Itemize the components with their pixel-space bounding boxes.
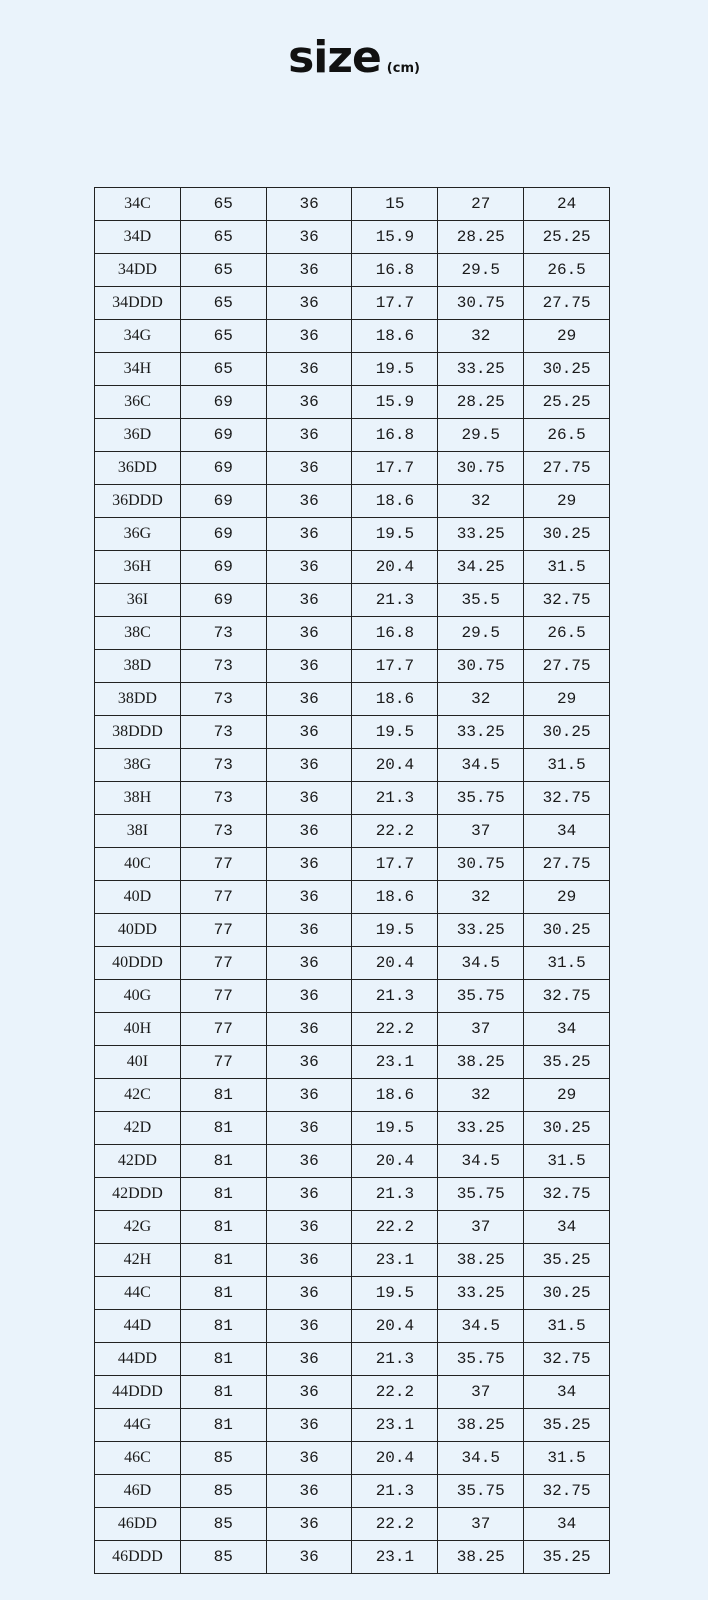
size-label-cell: 40H <box>95 1013 181 1046</box>
table-row <box>95 1244 610 1277</box>
size-label-cell: 36I <box>95 584 181 617</box>
table-cell: 36 <box>266 716 352 749</box>
table-cell: 20.4 <box>352 947 438 980</box>
table-row <box>95 1178 610 1211</box>
table-cell: 22.2 <box>352 1211 438 1244</box>
table-cell: 37 <box>438 815 524 848</box>
table-cell: 30.25 <box>524 1112 610 1145</box>
table-row <box>95 1475 610 1508</box>
table-cell: 34.5 <box>438 1442 524 1475</box>
table-cell: 18.6 <box>352 485 438 518</box>
table-cell: 69 <box>180 452 266 485</box>
table-cell: 81 <box>180 1145 266 1178</box>
table-cell: 36 <box>266 1343 352 1376</box>
table-cell: 34 <box>524 1376 610 1409</box>
table-cell: 77 <box>180 980 266 1013</box>
table-cell: 34.5 <box>438 947 524 980</box>
table-cell: 23.1 <box>352 1541 438 1574</box>
size-label-cell: 40DDD <box>95 947 181 980</box>
table-cell: 29.5 <box>438 617 524 650</box>
table-cell: 19.5 <box>352 914 438 947</box>
size-label-cell: 34C <box>95 188 181 221</box>
table-cell: 35.75 <box>438 782 524 815</box>
table-cell: 33.25 <box>438 518 524 551</box>
table-cell: 34.5 <box>438 1310 524 1343</box>
table-row <box>95 1508 610 1541</box>
table-cell: 69 <box>180 485 266 518</box>
table-cell: 35.5 <box>438 584 524 617</box>
table-cell: 77 <box>180 914 266 947</box>
table-cell: 36 <box>266 254 352 287</box>
table-cell: 22.2 <box>352 815 438 848</box>
table-cell: 37 <box>438 1013 524 1046</box>
size-label-cell: 38DD <box>95 683 181 716</box>
table-cell: 26.5 <box>524 254 610 287</box>
size-label-cell: 40I <box>95 1046 181 1079</box>
table-row <box>95 221 610 254</box>
size-label-cell: 36DDD <box>95 485 181 518</box>
table-row <box>95 848 610 881</box>
table-cell: 27 <box>438 188 524 221</box>
table-cell: 81 <box>180 1277 266 1310</box>
table-cell: 21.3 <box>352 782 438 815</box>
table-cell: 36 <box>266 947 352 980</box>
table-cell: 27.75 <box>524 848 610 881</box>
table-cell: 38.25 <box>438 1541 524 1574</box>
table-cell: 34.5 <box>438 749 524 782</box>
table-row <box>95 254 610 287</box>
table-cell: 33.25 <box>438 914 524 947</box>
table-cell: 32.75 <box>524 1178 610 1211</box>
table-row <box>95 584 610 617</box>
table-cell: 30.25 <box>524 716 610 749</box>
table-row <box>95 815 610 848</box>
size-label-cell: 42G <box>95 1211 181 1244</box>
table-cell: 18.6 <box>352 1079 438 1112</box>
table-cell: 17.7 <box>352 452 438 485</box>
table-cell: 32 <box>438 683 524 716</box>
table-row <box>95 1145 610 1178</box>
table-cell: 35.75 <box>438 980 524 1013</box>
table-row <box>95 617 610 650</box>
table-cell: 15 <box>352 188 438 221</box>
table-cell: 35.25 <box>524 1541 610 1574</box>
table-cell: 65 <box>180 254 266 287</box>
size-label-cell: 40DD <box>95 914 181 947</box>
table-cell: 16.8 <box>352 617 438 650</box>
table-cell: 19.5 <box>352 353 438 386</box>
table-row <box>95 683 610 716</box>
table-cell: 29.5 <box>438 254 524 287</box>
table-cell: 32.75 <box>524 980 610 1013</box>
table-cell: 30.25 <box>524 353 610 386</box>
table-cell: 26.5 <box>524 419 610 452</box>
table-cell: 30.25 <box>524 914 610 947</box>
table-cell: 18.6 <box>352 881 438 914</box>
table-row <box>95 881 610 914</box>
table-cell: 85 <box>180 1475 266 1508</box>
table-cell: 18.6 <box>352 683 438 716</box>
size-label-cell: 42D <box>95 1112 181 1145</box>
table-cell: 36 <box>266 1409 352 1442</box>
table-cell: 65 <box>180 353 266 386</box>
table-cell: 85 <box>180 1442 266 1475</box>
table-cell: 73 <box>180 749 266 782</box>
table-cell: 36 <box>266 1112 352 1145</box>
table-cell: 36 <box>266 848 352 881</box>
table-row <box>95 782 610 815</box>
size-label-cell: 42C <box>95 1079 181 1112</box>
size-label-cell: 44C <box>95 1277 181 1310</box>
size-label-cell: 38D <box>95 650 181 683</box>
table-cell: 15.9 <box>352 386 438 419</box>
table-cell: 38.25 <box>438 1244 524 1277</box>
table-cell: 23.1 <box>352 1409 438 1442</box>
table-cell: 36 <box>266 320 352 353</box>
table-cell: 22.2 <box>352 1376 438 1409</box>
size-label-cell: 36D <box>95 419 181 452</box>
table-cell: 36 <box>266 584 352 617</box>
table-row <box>95 518 610 551</box>
table-cell: 29 <box>524 683 610 716</box>
table-cell: 32 <box>438 485 524 518</box>
table-cell: 77 <box>180 1046 266 1079</box>
table-cell: 36 <box>266 1013 352 1046</box>
table-cell: 36 <box>266 1442 352 1475</box>
size-label-cell: 34G <box>95 320 181 353</box>
table-cell: 19.5 <box>352 716 438 749</box>
size-label-cell: 38DDD <box>95 716 181 749</box>
size-label-cell: 44D <box>95 1310 181 1343</box>
table-row <box>95 287 610 320</box>
table-cell: 36 <box>266 1475 352 1508</box>
table-row <box>95 1046 610 1079</box>
table-cell: 81 <box>180 1376 266 1409</box>
table-row <box>95 1343 610 1376</box>
table-cell: 23.1 <box>352 1244 438 1277</box>
size-label-cell: 34DD <box>95 254 181 287</box>
size-label-cell: 42DD <box>95 1145 181 1178</box>
table-cell: 38.25 <box>438 1409 524 1442</box>
table-cell: 73 <box>180 683 266 716</box>
table-row <box>95 320 610 353</box>
table-cell: 35.75 <box>438 1475 524 1508</box>
table-cell: 36 <box>266 452 352 485</box>
size-label-cell: 38H <box>95 782 181 815</box>
table-cell: 73 <box>180 617 266 650</box>
table-cell: 21.3 <box>352 584 438 617</box>
table-cell: 73 <box>180 815 266 848</box>
title-unit: (cm) <box>386 61 420 76</box>
size-label-cell: 44DD <box>95 1343 181 1376</box>
table-row <box>95 1541 610 1574</box>
table-cell: 36 <box>266 386 352 419</box>
table-cell: 36 <box>266 485 352 518</box>
table-cell: 21.3 <box>352 1178 438 1211</box>
table-cell: 30.75 <box>438 650 524 683</box>
table-cell: 35.75 <box>438 1178 524 1211</box>
table-row <box>95 914 610 947</box>
table-row <box>95 419 610 452</box>
table-cell: 69 <box>180 518 266 551</box>
table-cell: 34 <box>524 1211 610 1244</box>
table-row <box>95 386 610 419</box>
size-label-cell: 46DD <box>95 1508 181 1541</box>
table-cell: 65 <box>180 320 266 353</box>
table-cell: 27.75 <box>524 452 610 485</box>
table-cell: 25.25 <box>524 386 610 419</box>
table-row <box>95 1211 610 1244</box>
table-cell: 36 <box>266 1376 352 1409</box>
table-cell: 33.25 <box>438 1277 524 1310</box>
table-row <box>95 1442 610 1475</box>
table-cell: 30.25 <box>524 1277 610 1310</box>
table-cell: 65 <box>180 287 266 320</box>
table-cell: 20.4 <box>352 1310 438 1343</box>
table-cell: 69 <box>180 419 266 452</box>
table-row <box>95 1376 610 1409</box>
table-cell: 32.75 <box>524 584 610 617</box>
table-row <box>95 1112 610 1145</box>
table-cell: 29 <box>524 881 610 914</box>
table-cell: 36 <box>266 815 352 848</box>
table-cell: 73 <box>180 716 266 749</box>
table-cell: 36 <box>266 1508 352 1541</box>
table-cell: 25.25 <box>524 221 610 254</box>
table-cell: 32.75 <box>524 782 610 815</box>
table-cell: 28.25 <box>438 386 524 419</box>
table-cell: 36 <box>266 1046 352 1079</box>
table-cell: 24 <box>524 188 610 221</box>
title-text: size <box>288 32 381 83</box>
size-label-cell: 40C <box>95 848 181 881</box>
size-label-cell: 46C <box>95 1442 181 1475</box>
table-cell: 31.5 <box>524 1442 610 1475</box>
size-label-cell: 36DD <box>95 452 181 485</box>
size-label-cell: 40D <box>95 881 181 914</box>
size-label-cell: 36H <box>95 551 181 584</box>
table-cell: 16.8 <box>352 419 438 452</box>
table-cell: 31.5 <box>524 1310 610 1343</box>
table-cell: 33.25 <box>438 716 524 749</box>
table-cell: 27.75 <box>524 650 610 683</box>
table-cell: 81 <box>180 1343 266 1376</box>
table-cell: 36 <box>266 881 352 914</box>
table-cell: 35.25 <box>524 1409 610 1442</box>
table-cell: 36 <box>266 1310 352 1343</box>
table-cell: 36 <box>266 551 352 584</box>
size-table-body <box>95 188 610 1574</box>
table-cell: 65 <box>180 221 266 254</box>
table-cell: 36 <box>266 1277 352 1310</box>
table-cell: 36 <box>266 782 352 815</box>
table-cell: 37 <box>438 1211 524 1244</box>
table-cell: 20.4 <box>352 551 438 584</box>
table-cell: 36 <box>266 419 352 452</box>
table-cell: 65 <box>180 188 266 221</box>
table-cell: 35.25 <box>524 1046 610 1079</box>
table-cell: 32.75 <box>524 1475 610 1508</box>
table-cell: 20.4 <box>352 1442 438 1475</box>
table-cell: 73 <box>180 782 266 815</box>
table-cell: 32.75 <box>524 1343 610 1376</box>
table-cell: 17.7 <box>352 650 438 683</box>
table-cell: 34 <box>524 815 610 848</box>
size-label-cell: 36G <box>95 518 181 551</box>
table-row <box>95 650 610 683</box>
table-cell: 81 <box>180 1079 266 1112</box>
table-cell: 36 <box>266 221 352 254</box>
table-row <box>95 749 610 782</box>
table-cell: 21.3 <box>352 980 438 1013</box>
table-cell: 73 <box>180 650 266 683</box>
size-label-cell: 44G <box>95 1409 181 1442</box>
table-cell: 36 <box>266 188 352 221</box>
table-cell: 28.25 <box>438 221 524 254</box>
table-cell: 30.75 <box>438 287 524 320</box>
table-row <box>95 980 610 1013</box>
table-cell: 23.1 <box>352 1046 438 1079</box>
table-cell: 33.25 <box>438 353 524 386</box>
table-cell: 31.5 <box>524 551 610 584</box>
table-cell: 15.9 <box>352 221 438 254</box>
table-cell: 33.25 <box>438 1112 524 1145</box>
table-cell: 19.5 <box>352 518 438 551</box>
table-cell: 29.5 <box>438 419 524 452</box>
table-cell: 36 <box>266 617 352 650</box>
table-cell: 81 <box>180 1211 266 1244</box>
size-label-cell: 34DDD <box>95 287 181 320</box>
page-title <box>0 32 708 83</box>
table-cell: 38.25 <box>438 1046 524 1079</box>
table-cell: 36 <box>266 287 352 320</box>
table-cell: 31.5 <box>524 1145 610 1178</box>
table-cell: 29 <box>524 1079 610 1112</box>
size-label-cell: 44DDD <box>95 1376 181 1409</box>
size-label-cell: 40G <box>95 980 181 1013</box>
table-cell: 77 <box>180 881 266 914</box>
table-row <box>95 1079 610 1112</box>
table-cell: 81 <box>180 1244 266 1277</box>
table-cell: 35.25 <box>524 1244 610 1277</box>
table-cell: 18.6 <box>352 320 438 353</box>
table-cell: 19.5 <box>352 1277 438 1310</box>
table-cell: 37 <box>438 1508 524 1541</box>
table-cell: 36 <box>266 914 352 947</box>
size-label-cell: 36C <box>95 386 181 419</box>
table-cell: 20.4 <box>352 1145 438 1178</box>
table-cell: 69 <box>180 386 266 419</box>
size-label-cell: 34H <box>95 353 181 386</box>
table-row <box>95 1409 610 1442</box>
table-cell: 81 <box>180 1112 266 1145</box>
table-row <box>95 1277 610 1310</box>
table-cell: 85 <box>180 1541 266 1574</box>
table-cell: 16.8 <box>352 254 438 287</box>
table-cell: 27.75 <box>524 287 610 320</box>
table-cell: 22.2 <box>352 1013 438 1046</box>
table-cell: 34.5 <box>438 1145 524 1178</box>
size-label-cell: 46D <box>95 1475 181 1508</box>
table-cell: 20.4 <box>352 749 438 782</box>
table-cell: 32 <box>438 1079 524 1112</box>
table-row <box>95 1310 610 1343</box>
table-cell: 36 <box>266 353 352 386</box>
table-cell: 37 <box>438 1376 524 1409</box>
table-cell: 36 <box>266 1541 352 1574</box>
table-cell: 34 <box>524 1508 610 1541</box>
table-cell: 36 <box>266 1145 352 1178</box>
size-label-cell: 42H <box>95 1244 181 1277</box>
table-row <box>95 716 610 749</box>
table-cell: 36 <box>266 749 352 782</box>
table-cell: 22.2 <box>352 1508 438 1541</box>
table-cell: 31.5 <box>524 749 610 782</box>
table-cell: 36 <box>266 683 352 716</box>
size-label-cell: 34D <box>95 221 181 254</box>
table-cell: 69 <box>180 551 266 584</box>
table-cell: 69 <box>180 584 266 617</box>
table-cell: 36 <box>266 518 352 551</box>
size-label-cell: 38G <box>95 749 181 782</box>
table-cell: 36 <box>266 1079 352 1112</box>
table-cell: 21.3 <box>352 1475 438 1508</box>
table-cell: 77 <box>180 1013 266 1046</box>
size-table <box>94 187 610 1574</box>
table-cell: 32 <box>438 320 524 353</box>
table-row <box>95 452 610 485</box>
table-cell: 17.7 <box>352 848 438 881</box>
table-cell: 21.3 <box>352 1343 438 1376</box>
table-cell: 34 <box>524 1013 610 1046</box>
table-cell: 31.5 <box>524 947 610 980</box>
size-label-cell: 38I <box>95 815 181 848</box>
table-cell: 36 <box>266 1244 352 1277</box>
table-cell: 77 <box>180 848 266 881</box>
table-row <box>95 485 610 518</box>
table-cell: 36 <box>266 650 352 683</box>
table-cell: 29 <box>524 485 610 518</box>
table-row <box>95 353 610 386</box>
table-cell: 77 <box>180 947 266 980</box>
table-cell: 36 <box>266 1211 352 1244</box>
table-cell: 35.75 <box>438 1343 524 1376</box>
table-cell: 36 <box>266 1178 352 1211</box>
table-cell: 26.5 <box>524 617 610 650</box>
table-cell: 17.7 <box>352 287 438 320</box>
table-cell: 30.75 <box>438 452 524 485</box>
table-cell: 30.25 <box>524 518 610 551</box>
table-row <box>95 551 610 584</box>
table-cell: 81 <box>180 1409 266 1442</box>
table-row <box>95 947 610 980</box>
table-row <box>95 1013 610 1046</box>
table-cell: 81 <box>180 1178 266 1211</box>
table-row <box>95 188 610 221</box>
size-label-cell: 46DDD <box>95 1541 181 1574</box>
table-cell: 81 <box>180 1310 266 1343</box>
table-cell: 19.5 <box>352 1112 438 1145</box>
table-cell: 34.25 <box>438 551 524 584</box>
size-label-cell: 38C <box>95 617 181 650</box>
table-cell: 32 <box>438 881 524 914</box>
table-cell: 36 <box>266 980 352 1013</box>
table-cell: 29 <box>524 320 610 353</box>
size-label-cell: 42DDD <box>95 1178 181 1211</box>
table-cell: 30.75 <box>438 848 524 881</box>
table-cell: 85 <box>180 1508 266 1541</box>
